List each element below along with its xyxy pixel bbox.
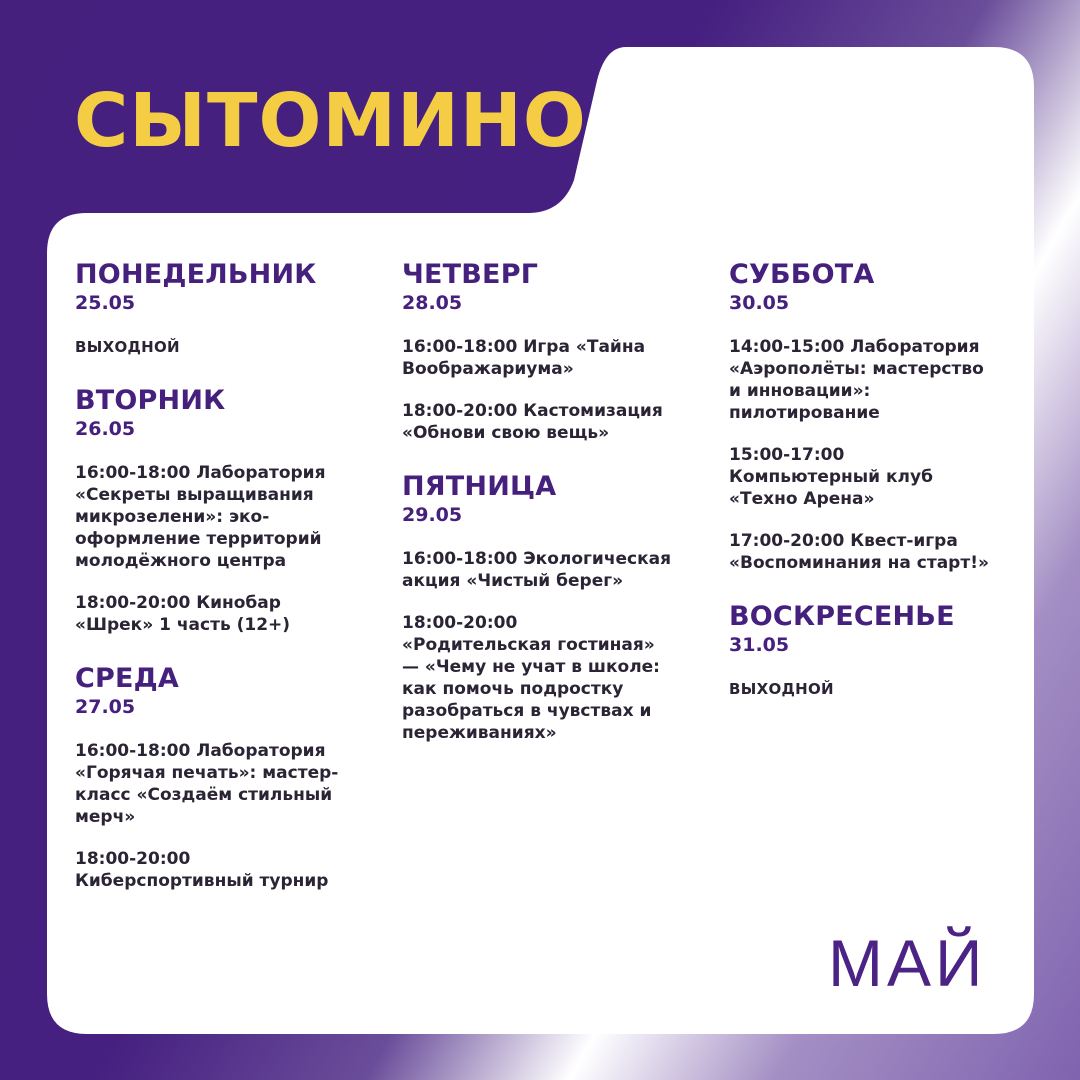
day-name: ПЯТНИЦА xyxy=(402,471,557,502)
event-item: 18:00-20:00 «Родительская гостиная» — «Чему не учат в школе: как помочь подростку разобраться в чувствах и переживаниях» xyxy=(402,613,660,743)
day-name: ПОНЕДЕЛЬНИК xyxy=(75,259,317,290)
day-date: 31.05 xyxy=(729,634,790,656)
event-item: 18:00-20:00 Киберспортивный турнир xyxy=(75,849,329,891)
day-friday xyxy=(402,470,692,744)
day-wednesday xyxy=(75,662,365,892)
day-name: СУББОТА xyxy=(729,259,875,290)
day-date: 26.05 xyxy=(75,418,136,440)
day-off-label: ВЫХОДНОЙ xyxy=(75,338,180,356)
day-name: ВОСКРЕСЕНЬЕ xyxy=(729,601,955,632)
day-date: 25.05 xyxy=(75,292,136,314)
day-name: ВТОРНИК xyxy=(75,385,226,416)
event-item: 16:00-18:00 Лаборатория «Горячая печать»: мастер- класс «Создаём стильный мерч» xyxy=(75,741,339,827)
event-item: 18:00-20:00 Кастомизация «Обнови свою вещь» xyxy=(402,401,663,443)
event-item: 17:00-20:00 Квест-игра «Воспоминания на старт!» xyxy=(729,531,989,573)
day-name: СРЕДА xyxy=(75,663,179,694)
schedule-column-3 xyxy=(729,258,1019,726)
day-off-label: ВЫХОДНОЙ xyxy=(729,680,834,698)
day-date: 27.05 xyxy=(75,696,136,718)
brand-logo: МАЙ xyxy=(828,926,987,1000)
day-name: ЧЕТВЕРГ xyxy=(402,259,539,290)
day-date: 28.05 xyxy=(402,292,463,314)
schedule-column-2 xyxy=(402,258,692,770)
event-item: 16:00-18:00 Лаборатория «Секреты выращивания микрозелени»: эко- оформление территорий молодёжного центра xyxy=(75,463,326,571)
schedule-column-1 xyxy=(75,258,365,918)
event-item: 14:00-15:00 Лаборатория «Аэрополёты: мастерство и инновации»: пилотирование xyxy=(729,337,984,423)
event-item: 18:00-20:00 Кинобар «Шрек» 1 часть (12+) xyxy=(75,593,291,635)
day-saturday xyxy=(729,258,1019,574)
event-item: 16:00-18:00 Игра «Тайна Воображариума» xyxy=(402,337,646,379)
page-title: СЫТОМИНО xyxy=(74,78,587,164)
day-tuesday xyxy=(75,384,365,636)
event-item: 16:00-18:00 Экологическая акция «Чистый берег» xyxy=(402,549,672,591)
day-thursday xyxy=(402,258,692,444)
day-date: 30.05 xyxy=(729,292,790,314)
day-monday xyxy=(75,258,365,358)
day-sunday xyxy=(729,600,1019,700)
event-item: 15:00-17:00 Компьютерный клуб «Техно Арена» xyxy=(729,445,933,509)
day-date: 29.05 xyxy=(402,504,463,526)
